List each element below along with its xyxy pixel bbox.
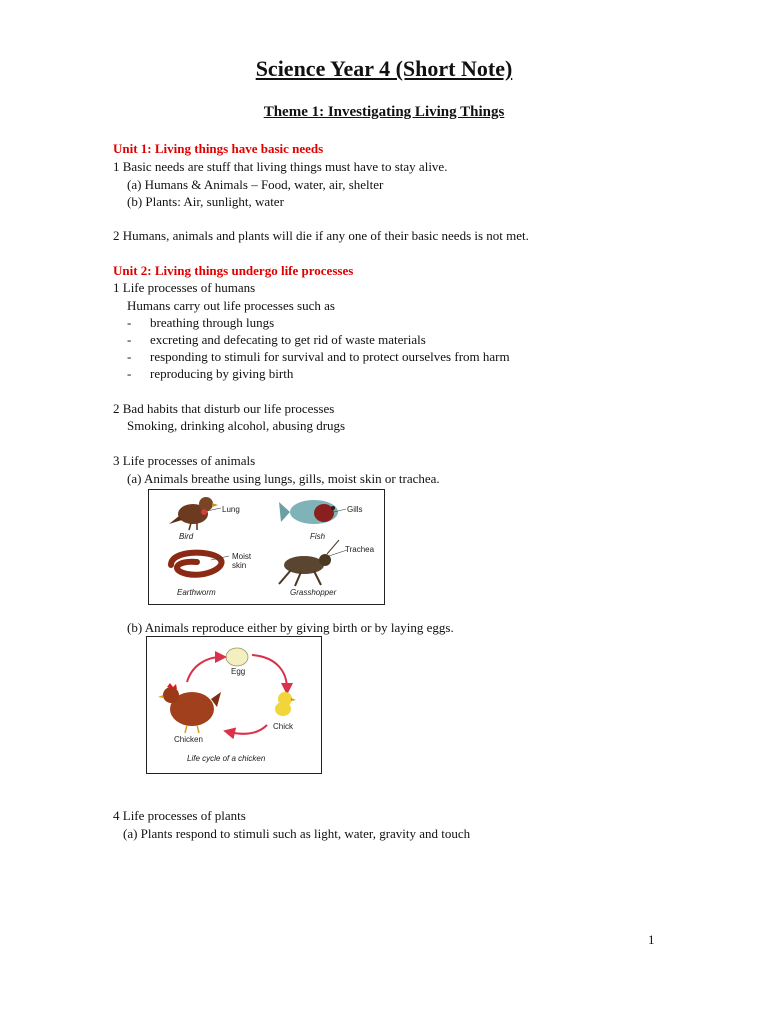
chicken-life-cycle-figure [146, 636, 322, 774]
unit1-p1b: (b) Plants: Air, sunlight, water [127, 194, 284, 209]
unit2-p4a: (a) Plants respond to stimuli such as light, water, gravity and touch [123, 826, 471, 841]
bullet-dash: - [127, 366, 132, 381]
arrow-chicken-to-egg [187, 657, 221, 682]
egg-label: Egg [231, 667, 246, 676]
bullet-dash: - [127, 349, 132, 364]
unit2-heading: Unit 2: Living things undergo life processes [113, 263, 354, 278]
arrow-egg-to-chick [252, 655, 287, 689]
theme-heading: Theme 1: Investigating Living Things [263, 104, 505, 120]
bird-illustration [169, 497, 221, 530]
unit1-p1a: (a) Humans & Animals – Food, water, air, shelter [127, 177, 384, 192]
document-title: Science Year 4 (Short Note) [255, 56, 513, 81]
chicken-label: Chicken [174, 735, 203, 744]
gills-label: Gills [347, 505, 363, 514]
bullet-item: excreting and defecating to get rid of waste materials [150, 332, 426, 347]
unit1-p1: 1 Basic needs are stuff that living things must have to stay alive. [113, 159, 448, 174]
earthworm-label: Earthworm [177, 588, 216, 597]
bird-label: Bird [179, 532, 194, 541]
unit2-p1-intro: Humans carry out life processes such as [127, 298, 335, 313]
lung-label: Lung [222, 505, 240, 514]
unit2-p2-text: Smoking, drinking alcohol, abusing drugs [127, 418, 346, 433]
page-number: 1 [648, 932, 655, 947]
grasshopper-illustration [279, 540, 347, 586]
grasshopper-label: Grasshopper [290, 588, 337, 597]
moist-skin-label: Moist [232, 552, 252, 561]
unit1-p2: 2 Humans, animals and plants will die if any one of their basic needs is not met. [113, 228, 529, 243]
unit2-p3: 3 Life processes of animals [113, 453, 256, 468]
unit2-p4: 4 Life processes of plants [113, 808, 246, 823]
bullet-dash: - [127, 332, 132, 347]
figure-caption: Life cycle of a chicken [187, 754, 266, 763]
breathing-organs-figure [148, 489, 385, 605]
life-cycle-illustration [147, 637, 321, 773]
chick-label: Chick [273, 722, 294, 731]
earthworm-illustration [171, 553, 229, 575]
arrow-chick-to-chicken [229, 725, 267, 734]
egg-shape [226, 648, 248, 666]
unit2-p3b: (b) Animals reproduce either by giving birth or by laying eggs. [127, 620, 454, 635]
fish-label: Fish [310, 532, 326, 541]
fish-illustration [279, 500, 346, 524]
unit2-p1: 1 Life processes of humans [113, 280, 256, 295]
moist-skin-label: skin [232, 561, 247, 570]
trachea-label: Trachea [345, 545, 375, 554]
unit2-p3a: (a) Animals breathe using lungs, gills, moist skin or trachea. [127, 471, 440, 486]
unit2-p2: 2 Bad habits that disturb our life processes [113, 401, 335, 416]
bullet-item: responding to stimuli for survival and to protect ourselves from harm [150, 349, 510, 364]
bullet-item: breathing through lungs [150, 315, 275, 330]
bullet-dash: - [127, 315, 132, 330]
bullet-item: reproducing by giving birth [150, 366, 294, 381]
unit1-heading: Unit 1: Living things have basic needs [113, 141, 324, 156]
